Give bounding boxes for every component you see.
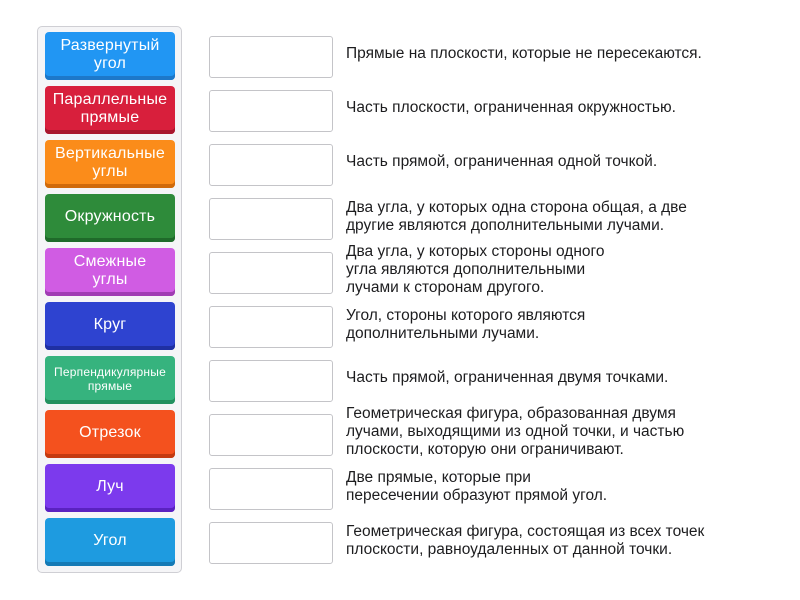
drop-slot[interactable]	[209, 468, 333, 510]
term-bank-panel	[37, 26, 182, 573]
drop-slot[interactable]	[209, 414, 333, 456]
term-tile[interactable]: Луч	[45, 464, 175, 512]
drop-slot[interactable]	[209, 522, 333, 564]
definition-text: Геометрическая фигура, образованная двумя лучами, выходящими из одной точки, и частью плоскости, которую они ограничивают.	[346, 405, 685, 458]
definition-text: Два угла, у которых стороны одного угла являются дополнительными лучами к сторонам другого.	[346, 243, 605, 296]
term-tile[interactable]: Перпендикулярные прямые	[45, 356, 175, 404]
drop-slot[interactable]	[209, 252, 333, 294]
drop-slot[interactable]	[209, 360, 333, 402]
drop-slot[interactable]	[209, 90, 333, 132]
term-tile[interactable]: Круг	[45, 302, 175, 350]
term-tile[interactable]: Отрезок	[45, 410, 175, 458]
term-tile[interactable]: Развернутый угол	[45, 32, 175, 80]
term-tile[interactable]: Вертикальные углы	[45, 140, 175, 188]
drop-slot[interactable]	[209, 36, 333, 78]
definition-text: Геометрическая фигура, состоящая из всех точек плоскости, равноудаленных от данной точки.	[346, 523, 705, 558]
drop-slot[interactable]	[209, 144, 333, 186]
definition-text: Два угла, у которых одна сторона общая, а две другие являются дополнительными лучами.	[346, 199, 687, 234]
definition-text: Прямые на плоскости, которые не пересекаются.	[346, 45, 702, 62]
definition-text: Две прямые, которые при пересечении образуют прямой угол.	[346, 469, 608, 504]
definition-text: Часть прямой, ограниченная двумя точками.	[346, 369, 669, 386]
definition-text: Часть плоскости, ограниченная окружностью.	[346, 99, 676, 116]
drop-slot[interactable]	[209, 198, 333, 240]
definition-text: Угол, стороны которого являются дополнительными лучами.	[346, 307, 586, 342]
term-tile[interactable]: Угол	[45, 518, 175, 566]
definition-text: Часть прямой, ограниченная одной точкой.	[346, 153, 658, 170]
term-tile[interactable]: Смежные углы	[45, 248, 175, 296]
term-tile[interactable]: Окружность	[45, 194, 175, 242]
term-tile[interactable]: Параллельные прямые	[45, 86, 175, 134]
drop-slot[interactable]	[209, 306, 333, 348]
